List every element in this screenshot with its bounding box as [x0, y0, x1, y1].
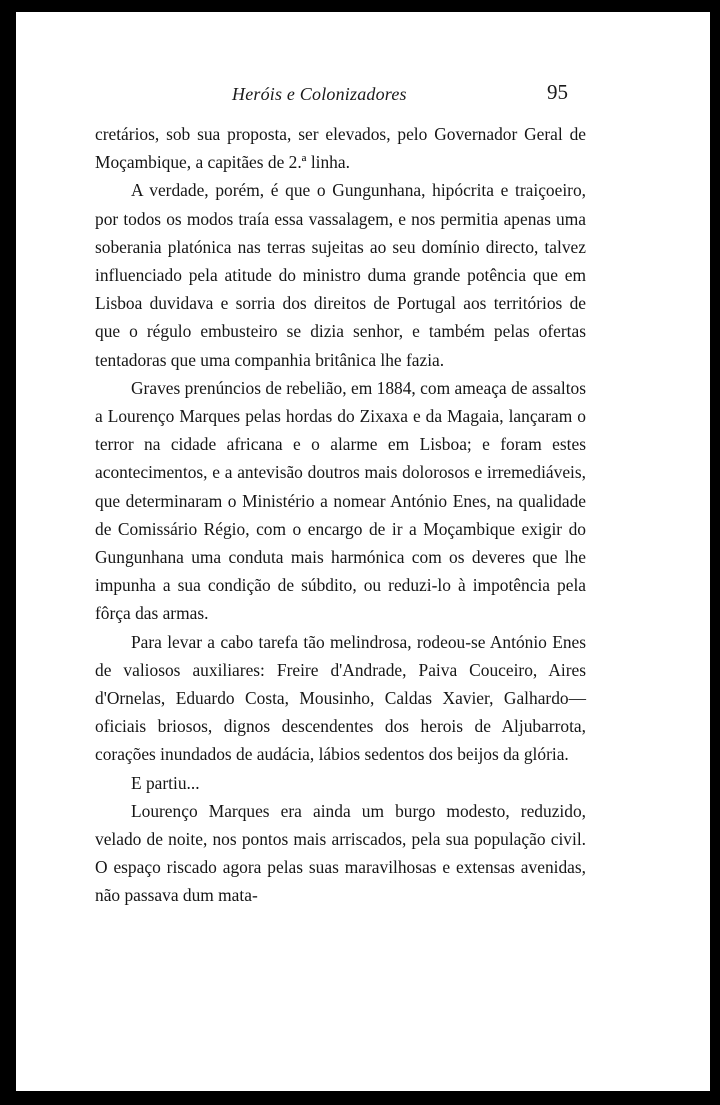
paragraph: Para levar a cabo tarefa tão melindrosa, rodeou-se António Enes de valiosos auxiliares: Freire d'Andrade, Paiva Couceiro, Aires d'Ornelas, Eduardo Costa, Mousinho, Caldas Xavier, Galhardo— oficiais briosos, dignos descendentes dos herois de Aljubarrota, corações inundados de audácia, lábios sedentos dos beijos da glória. — [95, 631, 586, 765]
paragraph: Lourenço Marques era ainda um burgo modesto, reduzido, velado de noite, nos pontos mais arriscados, pela sua população civil. O espaço riscado agora pelas suas maravilhosas e extensas avenidas, não passava dum mata- — [95, 800, 586, 906]
page-number: 95 — [547, 80, 568, 104]
running-title: Heróis e Colonizadores — [232, 84, 407, 104]
paragraph: E partiu... — [131, 772, 200, 793]
body-text — [95, 120, 586, 910]
paragraph: A verdade, porém, é que o Gungunhana, hipócrita e traiçoeiro, por todos os modos traía essa vassalagem, e nos permitia apenas uma soberania platónica nas terras sujeitas ao seu domínio directo, talvez influenciado pela atitude do ministro duma grande potência que em Lisboa duvidava e sorria dos direitos de Portugal aos territórios de que o régulo embusteiro se dizia senhor, e também pelas ofertas tentadoras que uma companhia britânica lhe fazia. — [95, 180, 586, 370]
book-page — [16, 12, 710, 1091]
paragraph: Graves prenúncios de rebelião, em 1884, com ameaça de assaltos a Lourenço Marques pelas hordas do Zixaxa e da Magaia, lançaram o terror na cidade africana e o alarme em Lisboa; e foram estes acontecimentos, e a antevisão doutros mais dolorosos e irremediáveis, que determinaram o Ministério a nomear António Enes, na qualidade de Comissário Régio, com o encargo de ir a Moçambique exigir do Gungunhana uma conduta mais harmónica com os deveres que lhe impunha a sua condição de súbdito, ou reduzi-lo à impotência pela fôrça das armas. — [95, 377, 586, 624]
paragraph-continuation: cretários, sob sua proposta, ser elevados, pelo Governador Geral de Moçambique, a capitães de 2.ª linha. — [95, 124, 586, 173]
running-header — [16, 78, 710, 108]
